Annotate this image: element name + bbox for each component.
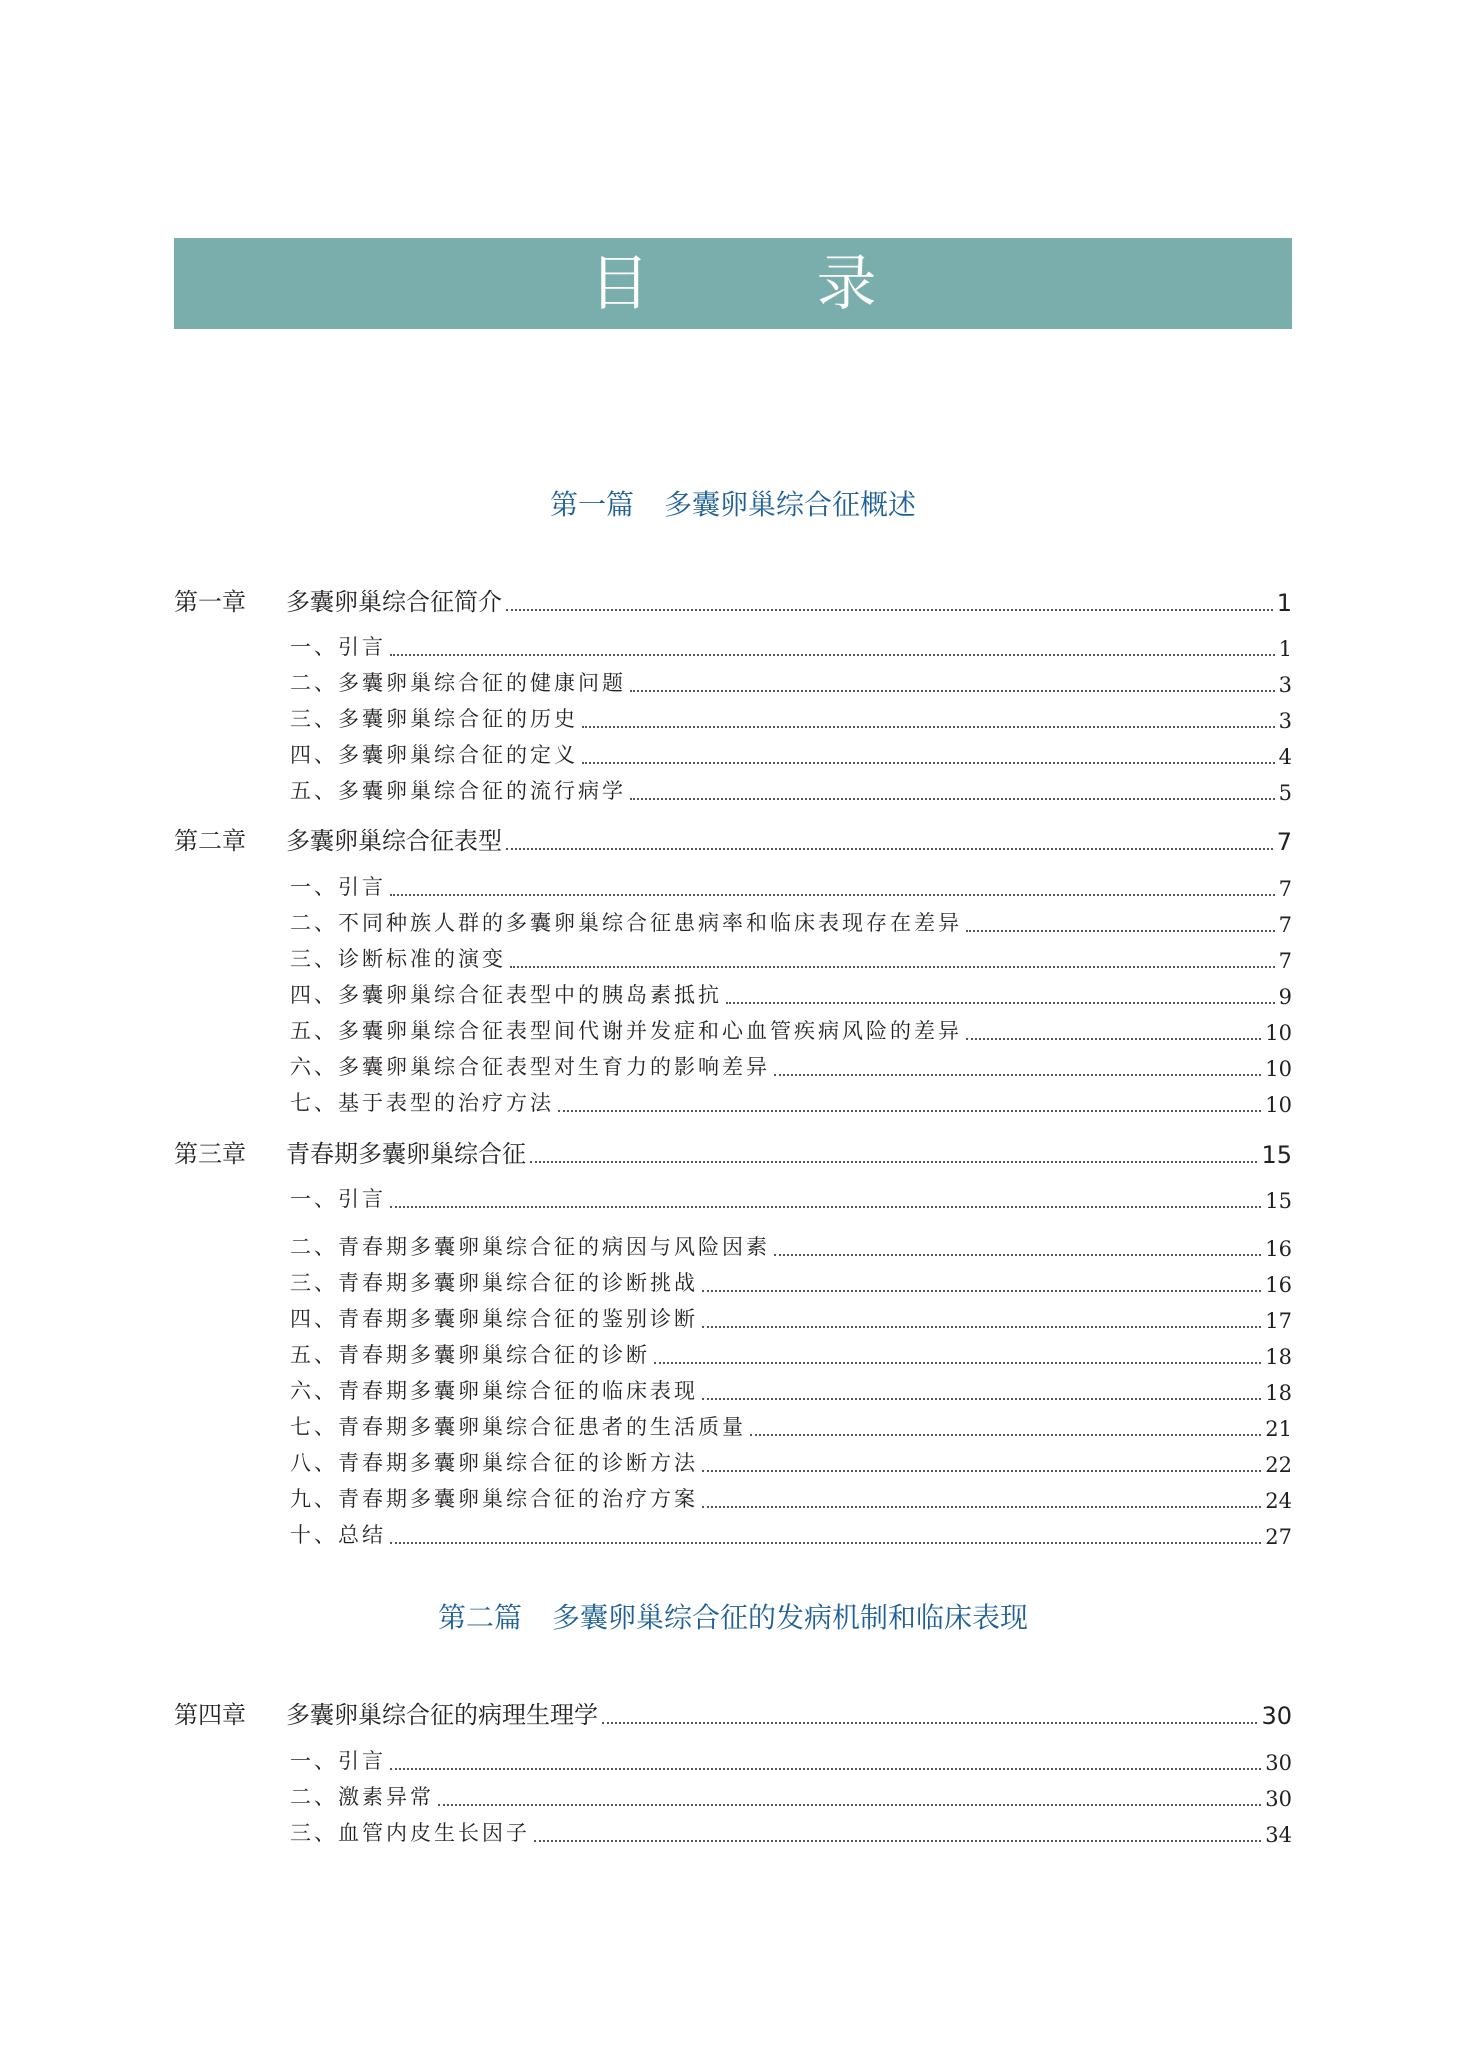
page-number: 3	[1278, 673, 1292, 697]
dot-leader	[702, 1470, 1261, 1472]
toc-section-entry[interactable]	[290, 869, 1292, 901]
toc-section-entry[interactable]	[290, 1181, 1292, 1213]
dot-leader	[506, 848, 1273, 850]
page-number: 30	[1265, 1751, 1292, 1775]
toc-section-entry[interactable]	[290, 1481, 1292, 1513]
toc-section-entry[interactable]	[290, 905, 1292, 937]
section-title: 十、总结	[290, 1523, 386, 1547]
toc-chapter-entry[interactable]	[174, 1694, 1292, 1730]
dot-leader	[390, 1768, 1261, 1770]
section-title: 九、青春期多囊卵巢综合征的治疗方案	[290, 1487, 698, 1511]
page-number: 22	[1265, 1453, 1292, 1477]
dot-leader	[702, 1326, 1261, 1328]
dot-leader	[702, 1398, 1261, 1400]
toc-section-entry[interactable]	[290, 773, 1292, 805]
dot-leader	[558, 1110, 1261, 1112]
dot-leader	[390, 654, 1275, 656]
section-title: 四、青春期多囊卵巢综合征的鉴别诊断	[290, 1307, 698, 1331]
chapter-number: 第二章	[174, 827, 246, 855]
page-number: 24	[1265, 1489, 1292, 1513]
chapter-title: 多囊卵巢综合征的病理生理学	[286, 1701, 598, 1729]
dot-leader	[390, 1542, 1261, 1544]
section-title: 三、青春期多囊卵巢综合征的诊断挑战	[290, 1271, 698, 1295]
toc-section-entry[interactable]	[290, 1013, 1292, 1045]
dot-leader	[774, 1254, 1261, 1256]
toc-section-entry[interactable]	[290, 1445, 1292, 1477]
dot-leader	[582, 762, 1275, 764]
toc-section-entry[interactable]	[290, 629, 1292, 661]
section-title: 七、基于表型的治疗方法	[290, 1091, 554, 1115]
toc-chapter-entry[interactable]	[174, 820, 1292, 856]
section-title: 三、血管内皮生长因子	[290, 1821, 530, 1845]
page-number: 1	[1278, 637, 1292, 661]
dot-leader	[534, 1840, 1261, 1842]
chapter-number: 第三章	[174, 1140, 246, 1168]
page-number: 4	[1278, 745, 1292, 769]
dot-leader	[390, 1206, 1261, 1208]
dot-leader	[630, 690, 1275, 692]
page-number: 7	[1278, 877, 1292, 901]
section-title: 五、多囊卵巢综合征的流行病学	[290, 779, 626, 803]
section-title: 八、青春期多囊卵巢综合征的诊断方法	[290, 1451, 698, 1475]
toc-section-entry[interactable]	[290, 1301, 1292, 1333]
toc-section-entry[interactable]	[290, 1743, 1292, 1775]
dot-leader	[774, 1074, 1261, 1076]
section-title: 一、引言	[290, 875, 386, 899]
page-number: 9	[1278, 985, 1292, 1009]
toc-section-entry[interactable]	[290, 1373, 1292, 1405]
section-title: 二、不同种族人群的多囊卵巢综合征患病率和临床表现存在差异	[290, 911, 962, 935]
toc-section-entry[interactable]	[290, 1779, 1292, 1811]
dot-leader	[726, 1002, 1275, 1004]
toc-chapter-entry[interactable]	[174, 581, 1292, 617]
dot-leader	[750, 1434, 1261, 1436]
dot-leader	[966, 930, 1275, 932]
toc-section-entry[interactable]	[290, 1409, 1292, 1441]
section-title: 二、青春期多囊卵巢综合征的病因与风险因素	[290, 1235, 770, 1259]
dot-leader	[582, 726, 1275, 728]
toc-section-entry[interactable]	[290, 701, 1292, 733]
section-title: 一、引言	[290, 635, 386, 659]
dot-leader	[602, 1722, 1257, 1724]
page-number: 5	[1278, 781, 1292, 805]
page-number: 10	[1265, 1057, 1292, 1081]
page-number: 7	[1276, 828, 1292, 856]
section-title: 六、多囊卵巢综合征表型对生育力的影响差异	[290, 1055, 770, 1079]
toc-section-entry[interactable]	[290, 665, 1292, 697]
section-title: 六、青春期多囊卵巢综合征的临床表现	[290, 1379, 698, 1403]
page-number: 34	[1265, 1823, 1292, 1847]
page-number: 17	[1265, 1309, 1292, 1333]
section-title: 七、青春期多囊卵巢综合征患者的生活质量	[290, 1415, 746, 1439]
toc-section-entry[interactable]	[290, 737, 1292, 769]
toc-section-entry[interactable]	[290, 1049, 1292, 1081]
section-title: 四、多囊卵巢综合征的定义	[290, 743, 578, 767]
part-number: 第一篇	[549, 488, 634, 521]
dot-leader	[630, 798, 1275, 800]
toc-chapter-entry[interactable]	[174, 1133, 1292, 1169]
chapter-title: 多囊卵巢综合征表型	[286, 827, 502, 855]
page-title: 目 录	[589, 248, 951, 319]
dot-leader	[702, 1290, 1261, 1292]
chapter-title: 多囊卵巢综合征简介	[286, 588, 502, 616]
section-title: 三、多囊卵巢综合征的历史	[290, 707, 578, 731]
toc-section-entry[interactable]	[290, 941, 1292, 973]
page-number: 18	[1265, 1345, 1292, 1369]
page-number: 30	[1265, 1787, 1292, 1811]
section-title: 一、引言	[290, 1187, 386, 1211]
page-number: 16	[1265, 1273, 1292, 1297]
page-number: 3	[1278, 709, 1292, 733]
page-number: 7	[1278, 913, 1292, 937]
page-number: 15	[1261, 1141, 1292, 1169]
toc-section-entry[interactable]	[290, 1337, 1292, 1369]
part-heading	[174, 483, 1292, 523]
toc-section-entry[interactable]	[290, 1517, 1292, 1549]
page-number: 21	[1265, 1417, 1292, 1441]
page-number: 10	[1265, 1093, 1292, 1117]
page-number: 1	[1276, 589, 1292, 617]
part-title: 多囊卵巢综合征的发病机制和临床表现	[552, 1601, 1029, 1634]
part-heading	[174, 1596, 1292, 1636]
chapter-number: 第一章	[174, 588, 246, 616]
toc-section-entry[interactable]	[290, 1229, 1292, 1261]
page-number: 18	[1265, 1381, 1292, 1405]
page-number: 27	[1265, 1525, 1292, 1549]
toc-banner	[174, 238, 1292, 329]
page-number: 15	[1265, 1189, 1292, 1213]
section-title: 五、青春期多囊卵巢综合征的诊断	[290, 1343, 650, 1367]
section-title: 二、多囊卵巢综合征的健康问题	[290, 671, 626, 695]
section-title: 五、多囊卵巢综合征表型间代谢并发症和心血管疾病风险的差异	[290, 1019, 962, 1043]
toc-section-entry[interactable]	[290, 1085, 1292, 1117]
dot-leader	[654, 1362, 1261, 1364]
toc-section-entry[interactable]	[290, 1265, 1292, 1297]
toc-section-entry[interactable]	[290, 977, 1292, 1009]
dot-leader	[390, 894, 1275, 896]
dot-leader	[530, 1161, 1257, 1163]
section-title: 一、引言	[290, 1749, 386, 1773]
chapter-number: 第四章	[174, 1701, 246, 1729]
dot-leader	[506, 609, 1273, 611]
dot-leader	[438, 1804, 1261, 1806]
dot-leader	[510, 966, 1275, 968]
page-number: 10	[1265, 1021, 1292, 1045]
toc-section-entry[interactable]	[290, 1815, 1292, 1847]
page-number: 30	[1261, 1702, 1292, 1730]
section-title: 二、激素异常	[290, 1785, 434, 1809]
part-number: 第二篇	[437, 1601, 522, 1634]
section-title: 四、多囊卵巢综合征表型中的胰岛素抵抗	[290, 983, 722, 1007]
section-title: 三、诊断标准的演变	[290, 947, 506, 971]
dot-leader	[702, 1506, 1261, 1508]
page-number: 7	[1278, 949, 1292, 973]
dot-leader	[966, 1038, 1261, 1040]
chapter-title: 青春期多囊卵巢综合征	[286, 1140, 526, 1168]
part-title: 多囊卵巢综合征概述	[664, 488, 917, 521]
page-number: 16	[1265, 1237, 1292, 1261]
